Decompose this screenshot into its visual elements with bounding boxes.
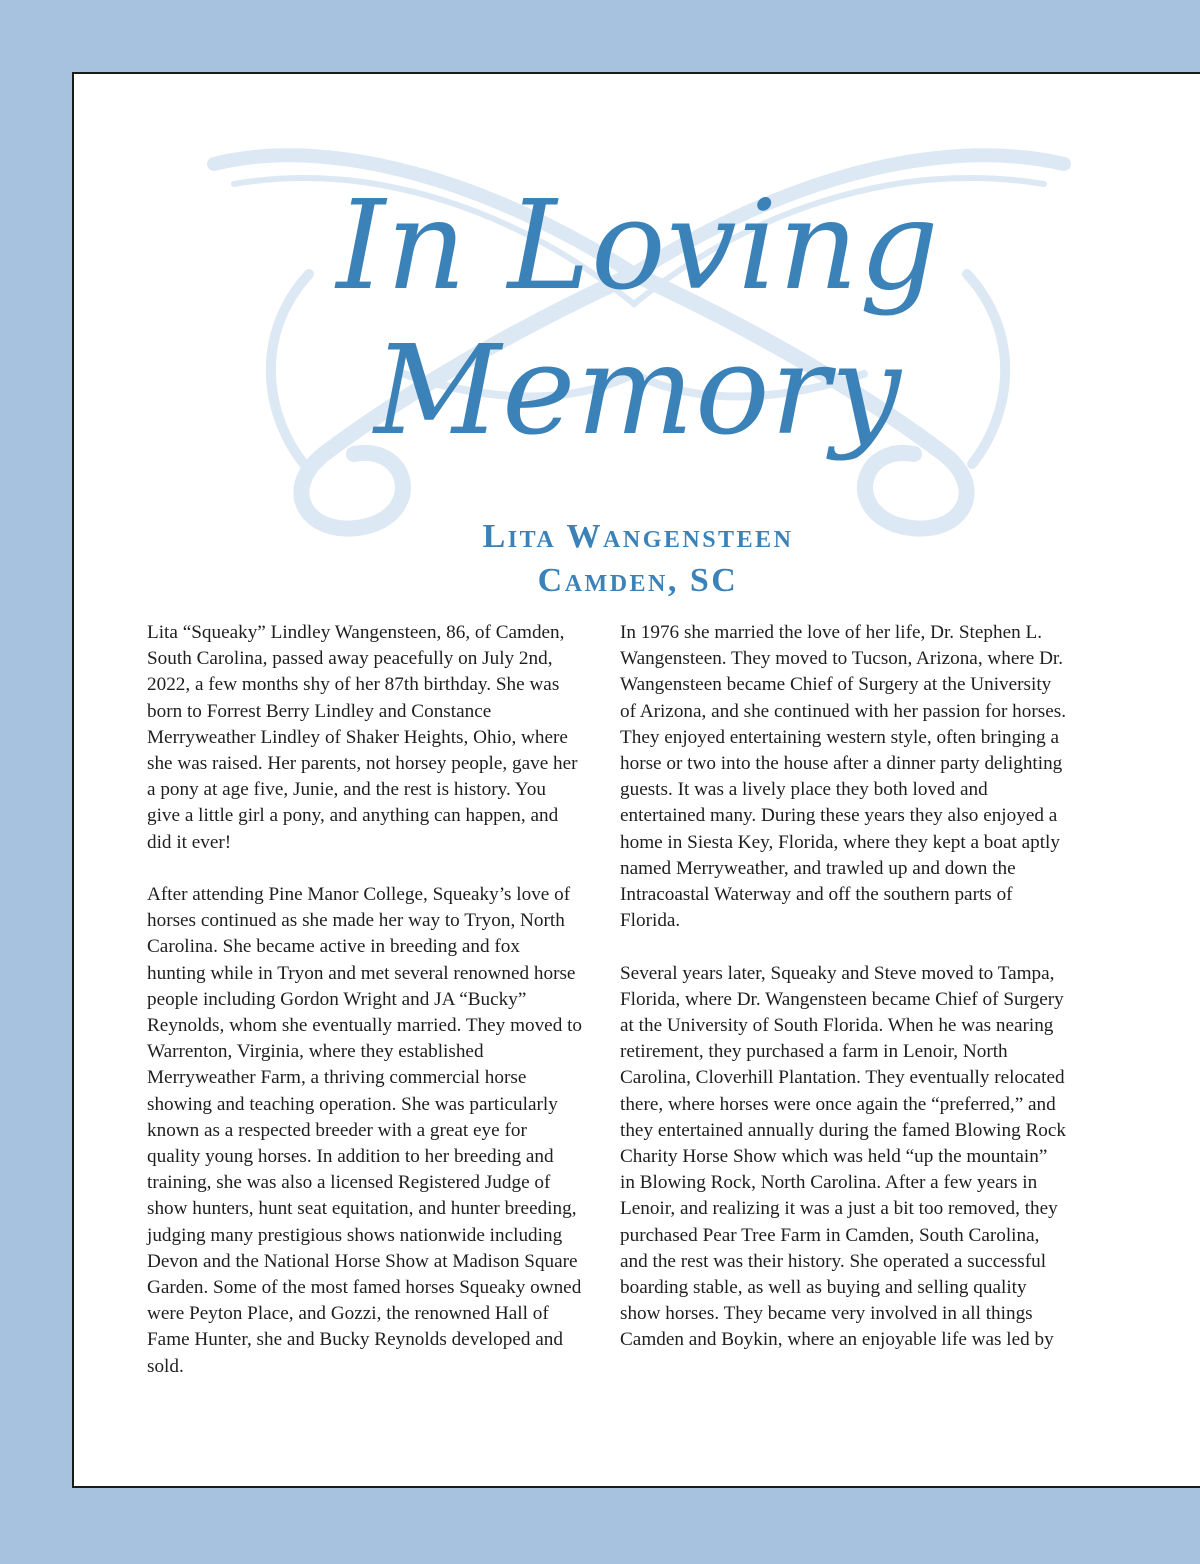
title-in-loving: In Loving [336, 174, 940, 318]
paragraph-early-life: Lita “Squeaky” Lindley Wangensteen, 86, of Camden, South Carolina, passed away peacefully on July 2nd, 2022, a few months shy of her 87th birthday. She was born to Forrest Berry Lindley and Constance Merryweather Lindley of Shaker Heights, Ohio, where she was raised. Her parents, not horsey people, gave her a pony at age five, Junie, and the rest is history. You give a little girl a pony, and anything can happen, and did it ever! [147, 622, 578, 853]
paragraph-marriage: In 1976 she married the love of her life, Dr. Stephen L. Wangensteen. They moved to Tucson, Arizona, where Dr. Wangensteen became Chief of Surgery at the University of Arizona, and she continued with her passion for horses. They enjoyed entertaining western style, often bringing a horse or two into the house after a dinner party delighting guests. It was a lively place they both loved and entertained many. During these years they also enjoyed a home in Siesta Key, Florida, where they kept a boat aptly named Merryweather, and trawled up and down the Intracoastal Waterway and off the southern parts of Florida. [620, 622, 1067, 932]
deceased-name: Lita Wangensteen [482, 518, 794, 555]
paragraph-later-years: Several years later, Squeaky and Steve moved to Tampa, Florida, where Dr. Wangensteen became Chief of Surgery at the University of South Florida. When he was nearing retirement, they purchased a farm in Lenoir, North Carolina, Cloverhill Plantation. They eventually relocated there, where horses were once again the “preferred,” and they entertained annually during the famed Blowing Rock Charity Horse Show which was held “up the mountain” in Blowing Rock, North Carolina. After a few years in Lenoir, and realizing it was a just a bit too removed, they purchased Pear Tree Farm in Camden, South Carolina, and the rest was their history. She operated a successful boarding stable, as well as buying and selling quality show horses. They became very involved in all things Camden and Boykin, where an enjoyable life was led by [620, 962, 1066, 1351]
right-column [620, 620, 1066, 1380]
deceased-hometown: Camden, SC [537, 562, 739, 599]
memorial-page [72, 72, 1200, 1488]
left-column [147, 620, 583, 1406]
paragraph-career: After attending Pine Manor College, Squeaky’s love of horses continued as she made her way to Tryon, North Carolina. She became active in breeding and fox hunting while in Tryon and met several renowned horse people including Gordon Wright and JA “Bucky” Reynolds, whom she eventually married. They moved to Warrenton, Virginia, where they established Merryweather Farm, a thriving commercial horse showing and teaching operation. She was particularly known as a respected breeder with a great eye for quality young horses. In addition to her breeding and training, she was also a licensed Registered Judge of show hunters, hunt seat equitation, and hunter breeding, judging many prestigious shows nationwide including Devon and the National Horse Show at Madison Square Garden. Some of the most famed horses Squeaky owned were Peyton Place, and Gozzi, the renowned Hall of Fame Hunter, she and Bucky Reynolds developed and sold. [147, 884, 583, 1377]
title-memory: Memory [374, 319, 902, 463]
